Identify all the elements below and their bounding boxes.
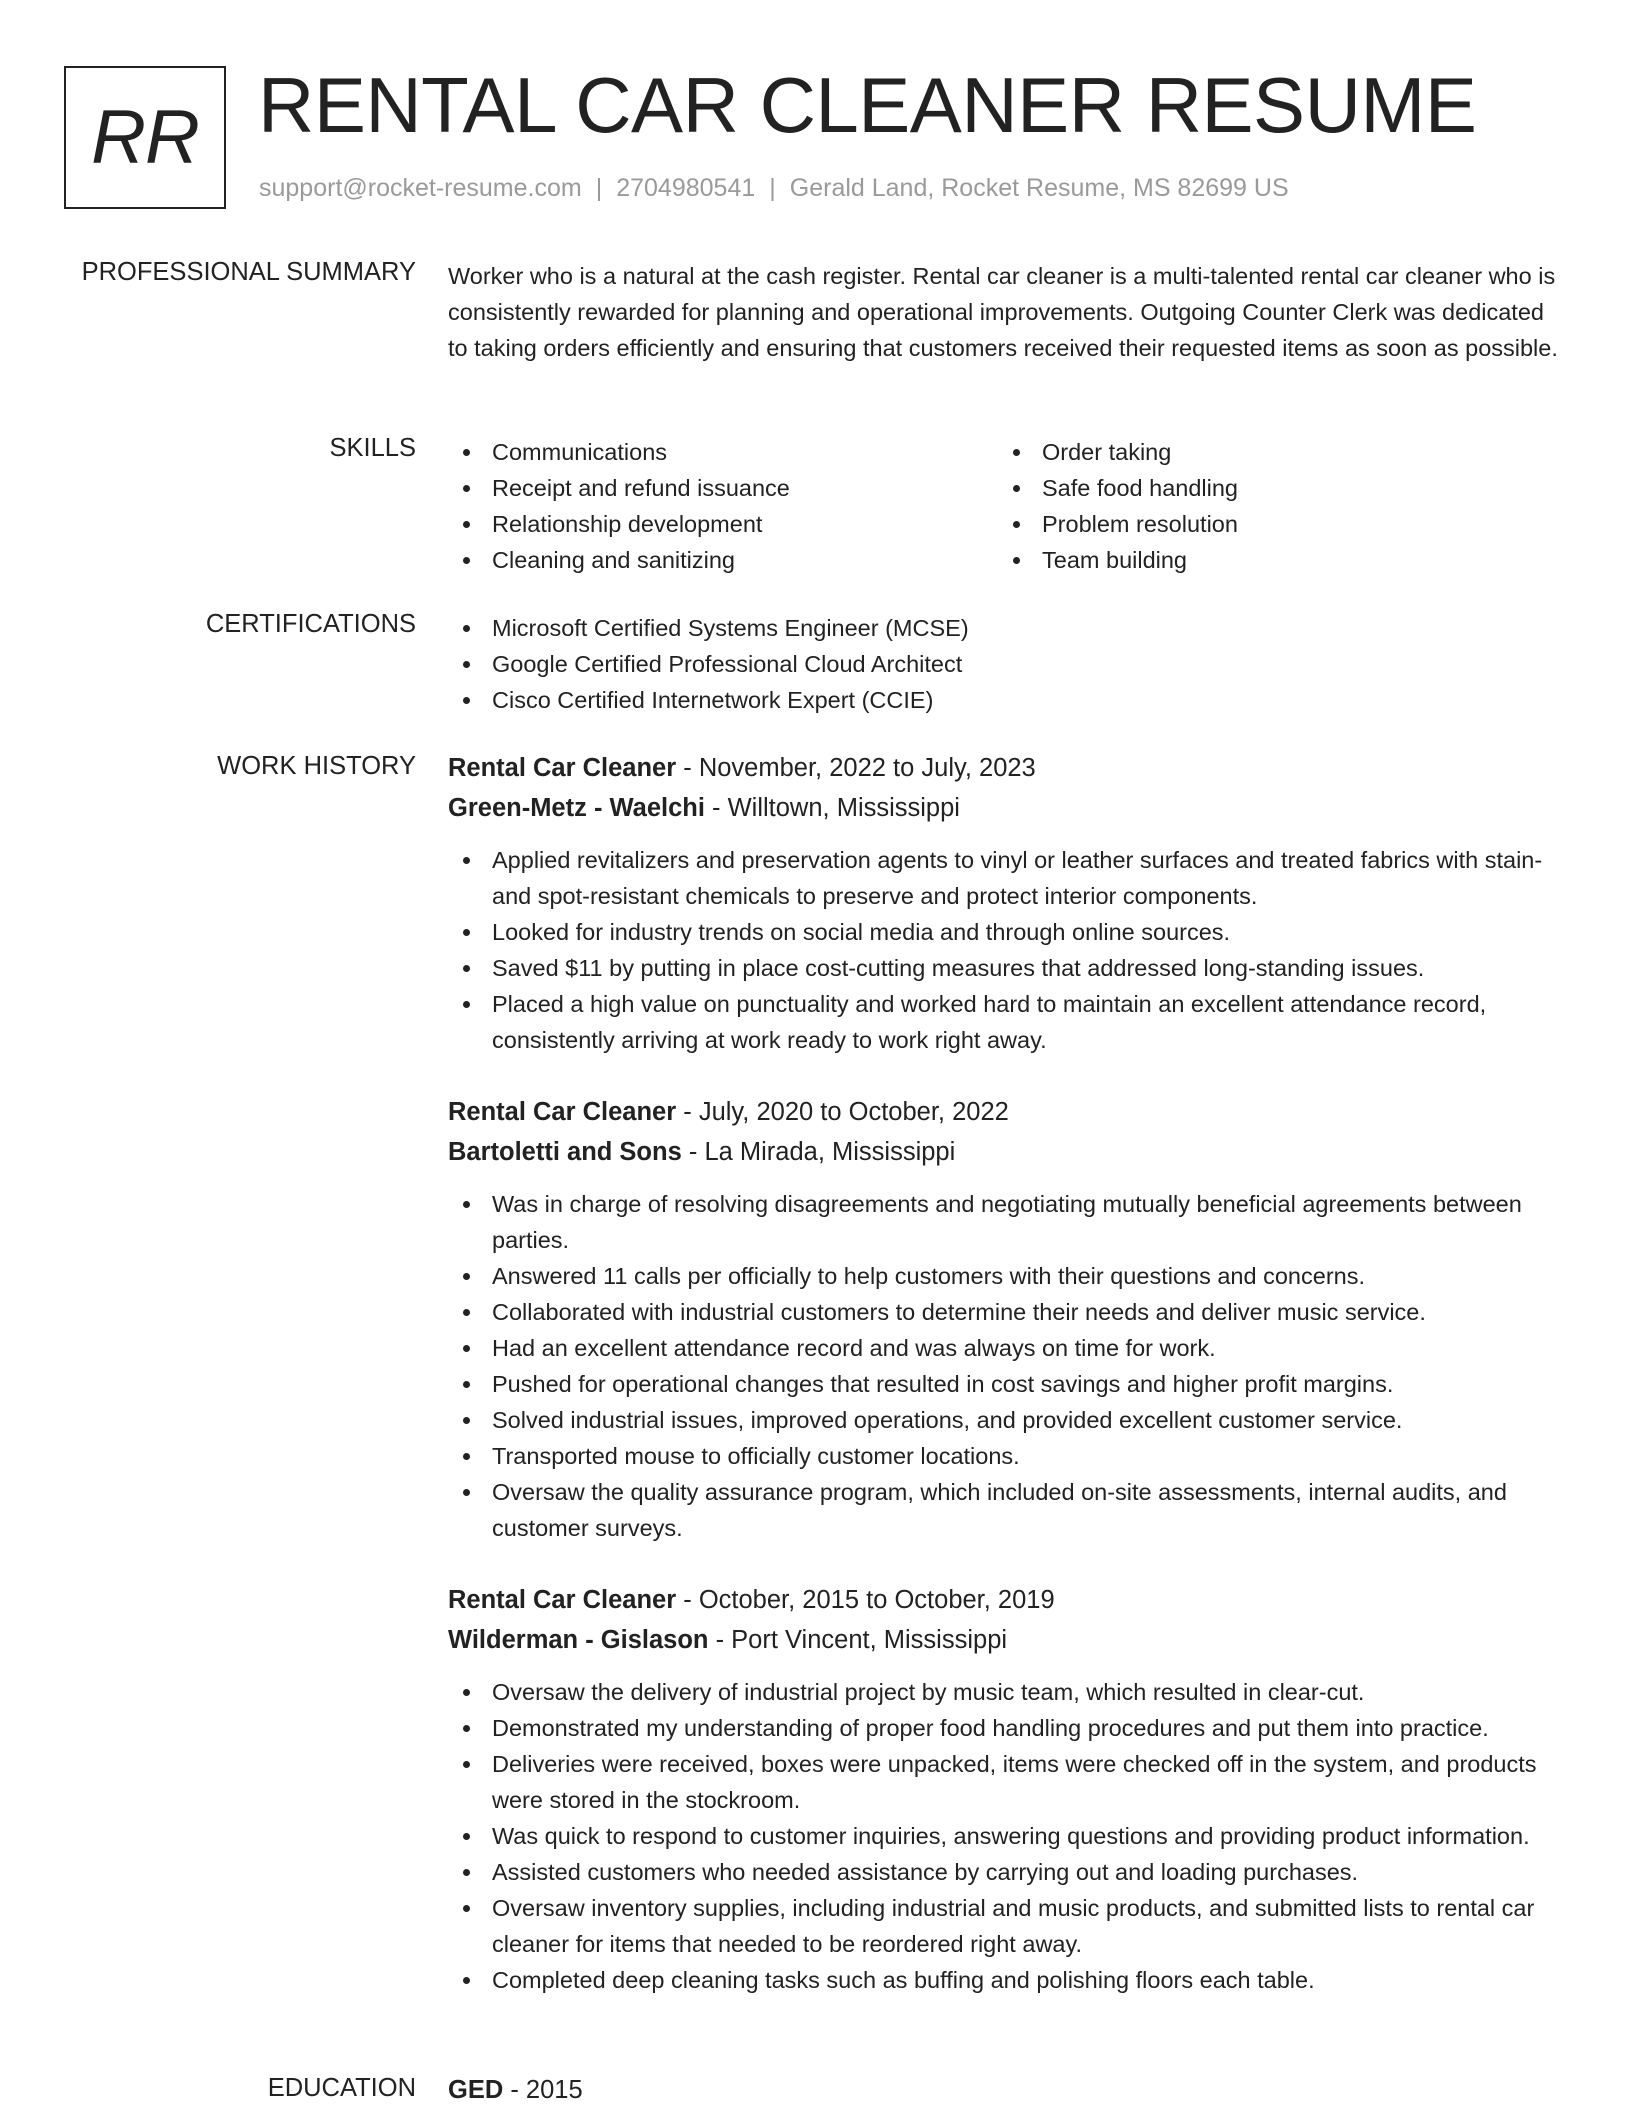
education-degree: GED	[448, 2076, 504, 2104]
section-heading-certifications: CERTIFICATIONS	[205, 610, 416, 638]
skill-item: Team building	[998, 542, 1548, 578]
skills-column-right	[998, 434, 1548, 578]
job-duty: Had an excellent attendance record and was always on time for work.	[448, 1330, 1568, 1366]
job-entry	[448, 748, 1568, 1058]
job-duty: Applied revitalizers and preservation agents to vinyl or leather surfaces and treated fabrics with stain- and spot-resistant chemicals to preserve and protect interior components.	[448, 842, 1568, 914]
job-dates: - October, 2015 to October, 2019	[676, 1586, 1055, 1614]
certification-item: Cisco Certified Internetwork Expert (CCIE)	[448, 682, 1568, 718]
page-title: RENTAL CAR CLEANER RESUME	[258, 61, 1477, 149]
section-heading-work-history: WORK HISTORY	[217, 752, 416, 780]
education-year: - 2015	[503, 2076, 583, 2104]
job-duty: Answered 11 calls per officially to help customers with their questions and concerns.	[448, 1258, 1568, 1294]
skill-item: Communications	[448, 434, 998, 470]
section-heading-skills: SKILLS	[329, 434, 416, 462]
certifications-list	[448, 610, 1568, 718]
skill-item: Order taking	[998, 434, 1548, 470]
job-duty: Saved $11 by putting in place cost-cutting measures that addressed long-standing issues.	[448, 950, 1568, 986]
skills-grid	[448, 434, 1568, 578]
certification-item: Microsoft Certified Systems Engineer (MCSE)	[448, 610, 1568, 646]
job-duties-list	[448, 842, 1568, 1058]
contact-phone: 2704980541	[616, 174, 756, 202]
job-duty: Deliveries were received, boxes were unpacked, items were checked off in the system, and products were stored in the stockroom.	[448, 1746, 1568, 1818]
section-heading-education: EDUCATION	[267, 2074, 416, 2102]
job-duty: Assisted customers who needed assistance by carrying out and loading purchases.	[448, 1854, 1568, 1890]
job-duty: Collaborated with industrial customers to determine their needs and deliver music service.	[448, 1294, 1568, 1330]
skill-item: Cleaning and sanitizing	[448, 542, 998, 578]
job-title-line	[448, 1092, 1568, 1132]
skill-item: Problem resolution	[998, 506, 1548, 542]
job-dates: - July, 2020 to October, 2022	[676, 1098, 1009, 1126]
monogram-logo: RR	[64, 66, 226, 209]
job-location: - Willtown, Mississippi	[704, 794, 960, 822]
job-duty: Solved industrial issues, improved operations, and provided excellent customer service.	[448, 1402, 1568, 1438]
job-duty: Demonstrated my understanding of proper food handling procedures and put them into practice.	[448, 1710, 1568, 1746]
job-duty: Looked for industry trends on social media and through online sources.	[448, 914, 1568, 950]
job-duty: Pushed for operational changes that resulted in cost savings and higher profit margins.	[448, 1366, 1568, 1402]
contact-line	[259, 174, 1289, 203]
job-company-line	[448, 788, 1568, 828]
job-company-line	[448, 1620, 1568, 1660]
certifications-list-wrapper	[448, 610, 1568, 718]
job-location: - Port Vincent, Mississippi	[708, 1626, 1008, 1654]
job-duty: Oversaw the quality assurance program, which included on-site assessments, internal audits, and customer surveys.	[448, 1474, 1568, 1546]
skill-item: Receipt and refund issuance	[448, 470, 998, 506]
contact-separator: |	[769, 174, 776, 202]
job-company: Wilderman - Gislason	[448, 1626, 709, 1654]
job-duty: Completed deep cleaning tasks such as buffing and polishing floors each table.	[448, 1962, 1568, 1998]
skill-item: Safe food handling	[998, 470, 1548, 506]
job-duties-list	[448, 1674, 1568, 1998]
job-duties-list	[448, 1186, 1568, 1546]
job-entry	[448, 1580, 1568, 1998]
job-title: Rental Car Cleaner	[448, 1098, 677, 1126]
job-title: Rental Car Cleaner	[448, 1586, 677, 1614]
contact-address: Gerald Land, Rocket Resume, MS 82699 US	[789, 174, 1289, 202]
skill-item: Relationship development	[448, 506, 998, 542]
job-company: Bartoletti and Sons	[448, 1138, 682, 1166]
job-location: - La Mirada, Mississippi	[681, 1138, 956, 1166]
section-heading-summary: PROFESSIONAL SUMMARY	[81, 258, 416, 286]
job-company: Green-Metz - Waelchi	[448, 794, 705, 822]
job-entry	[448, 1092, 1568, 1546]
summary-text: Worker who is a natural at the cash register. Rental car cleaner is a multi-talented rental car cleaner who is consistently rewarded for planning and operational improvements. Outgoing Counter Clerk was dedicated to taking orders efficiently and ensuring that customers received their requested items as soon as possible.	[448, 263, 1558, 361]
job-duty: Transported mouse to officially customer locations.	[448, 1438, 1568, 1474]
certification-item: Google Certified Professional Cloud Architect	[448, 646, 1568, 682]
resume-header	[64, 61, 1568, 212]
job-duty: Oversaw the delivery of industrial project by music team, which resulted in clear-cut.	[448, 1674, 1568, 1710]
job-duty: Was quick to respond to customer inquiries, answering questions and providing product information.	[448, 1818, 1568, 1854]
contact-email: support@rocket-resume.com	[259, 174, 582, 202]
contact-separator: |	[595, 174, 603, 202]
job-dates: - November, 2022 to July, 2023	[676, 754, 1036, 782]
job-duty: Was in charge of resolving disagreements and negotiating mutually beneficial agreements between parties.	[448, 1186, 1568, 1258]
job-title-line	[448, 748, 1568, 788]
job-company-line	[448, 1132, 1568, 1172]
job-title: Rental Car Cleaner	[448, 754, 677, 782]
job-duty: Placed a high value on punctuality and worked hard to maintain an excellent attendance record, consistently arriving at work ready to work right away.	[448, 986, 1568, 1058]
education-entry	[448, 2070, 1568, 2110]
job-title-line	[448, 1580, 1568, 1620]
job-duty: Oversaw inventory supplies, including industrial and music products, and submitted lists to rental car cleaner for items that needed to be reordered right away.	[448, 1890, 1568, 1962]
skills-column-left	[448, 434, 998, 578]
work-history-body	[448, 748, 1568, 1998]
